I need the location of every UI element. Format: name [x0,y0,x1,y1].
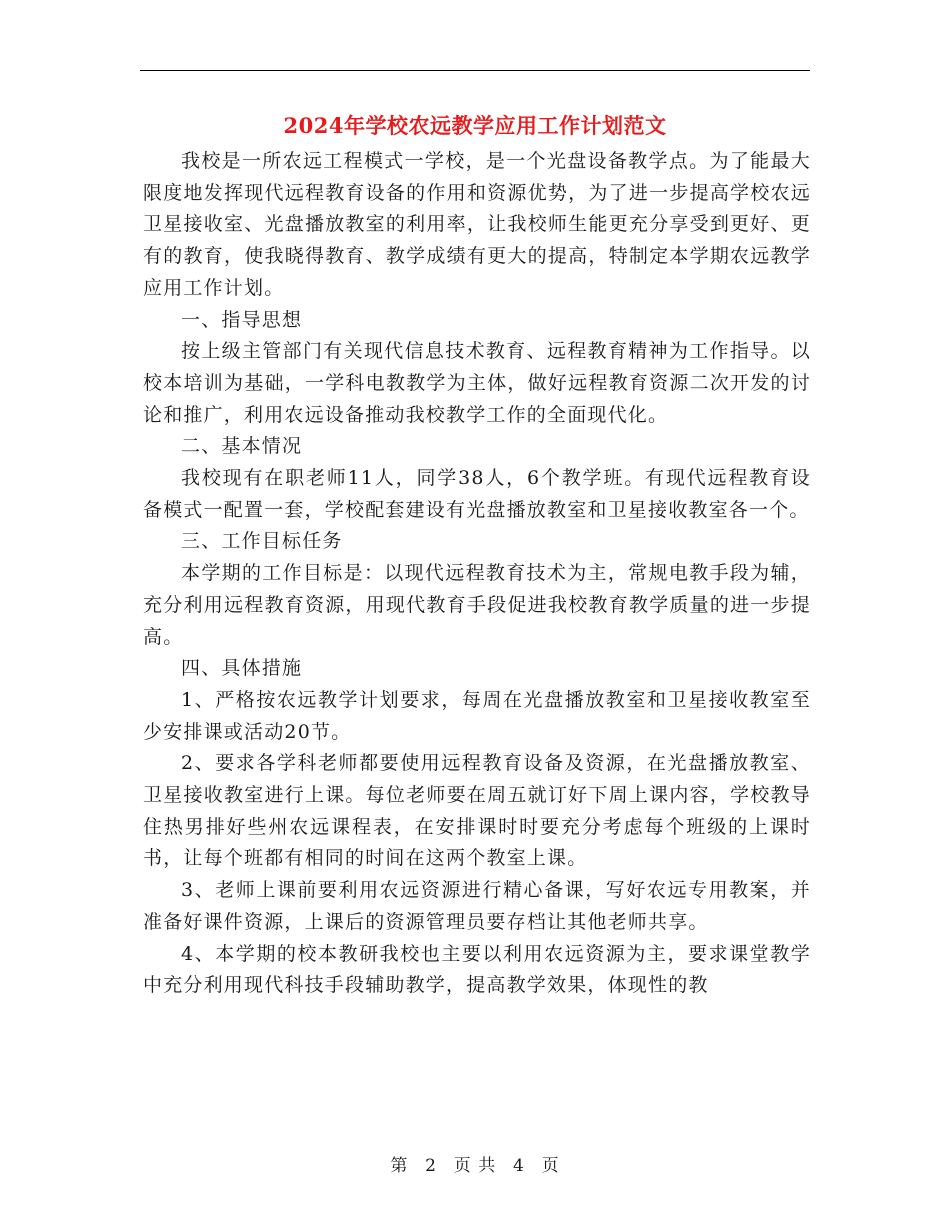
section-heading-basic-situation: 二、基本情况 [181,435,303,458]
paragraph-basic-situation: 我校现有在职老师11人，同学38人，6个教学班。有现代远程教育设备模式一配置一套，学校配套建设有光盘播放教室和卫星接收教室各一个。 [143,467,811,521]
document-title: 2024年学校农远教学应用工作计划范文 [283,113,667,138]
section-heading-measures: 四、具体措施 [181,657,303,680]
footer-prefix: 第 [390,1156,409,1176]
document-body [143,146,811,1002]
footer-suffix: 页 [541,1156,560,1176]
footer-page-number: 2 [425,1156,437,1176]
paragraph-measure-3: 3、老师上课前要利用农远资源进行精心备课，写好农远专用教案，并准备好课件资源，上课后的资源管理员要存档让其他老师共享。 [143,879,811,933]
section-heading-guiding-thought: 一、指导思想 [181,308,303,331]
paragraph-intro: 我校是一所农远工程模式一学校，是一个光盘设备教学点。为了能最大限度地发挥现代远程教育设备的作用和资源优势，为了进一步提高学校农远卫星接收室、光盘播放教室的利用率，让我校师生能更充分享受到更好、更有的教育，使我晓得教育、教学成绩有更大的提高，特制定本学期农远教学应用工作计划。 [143,150,811,299]
paragraph-measure-1: 1、严格按农远教学计划要求，每周在光盘播放教室和卫星接收教室至少安排课或活动20节。 [143,688,811,743]
footer-total-pages: 4 [513,1156,525,1176]
page-footer [0,1154,950,1178]
paragraph-goals: 本学期的工作目标是：以现代远程教育技术为主，常规电教手段为辅，充分利用远程教育资源，用现代教育手段促进我校教育教学质量的进一步提高。 [143,562,811,648]
paragraph-guiding-thought: 按上级主管部门有关现代信息技术教育、远程教育精神为工作指导。以校本培训为基础，一学科电教教学为主体，做好远程教育资源二次开发的讨论和推广，利用农远设备推动我校教学工作的全面现代化。 [143,340,811,426]
footer-middle: 页 共 [453,1156,497,1176]
section-heading-goals: 三、工作目标任务 [181,530,343,553]
paragraph-measure-2: 2、要求各学科老师都要使用远程教育设备及资源，在光盘播放教室、卫星接收教室进行上课。每位老师要在周五就订好下周上课内容，学校教导住热男排好些州农远课程表，在安排课时时要充分考虑每个班级的上课时书，让每个班都有相同的时间在这两个教室上课。 [143,752,811,870]
header-rule [140,70,810,71]
paragraph-measure-4: 4、本学期的校本教研我校也主要以利用农远资源为主，要求课堂教学中充分利用现代科技手段辅助教学，提高教学效果，体现性的教 [143,942,811,997]
